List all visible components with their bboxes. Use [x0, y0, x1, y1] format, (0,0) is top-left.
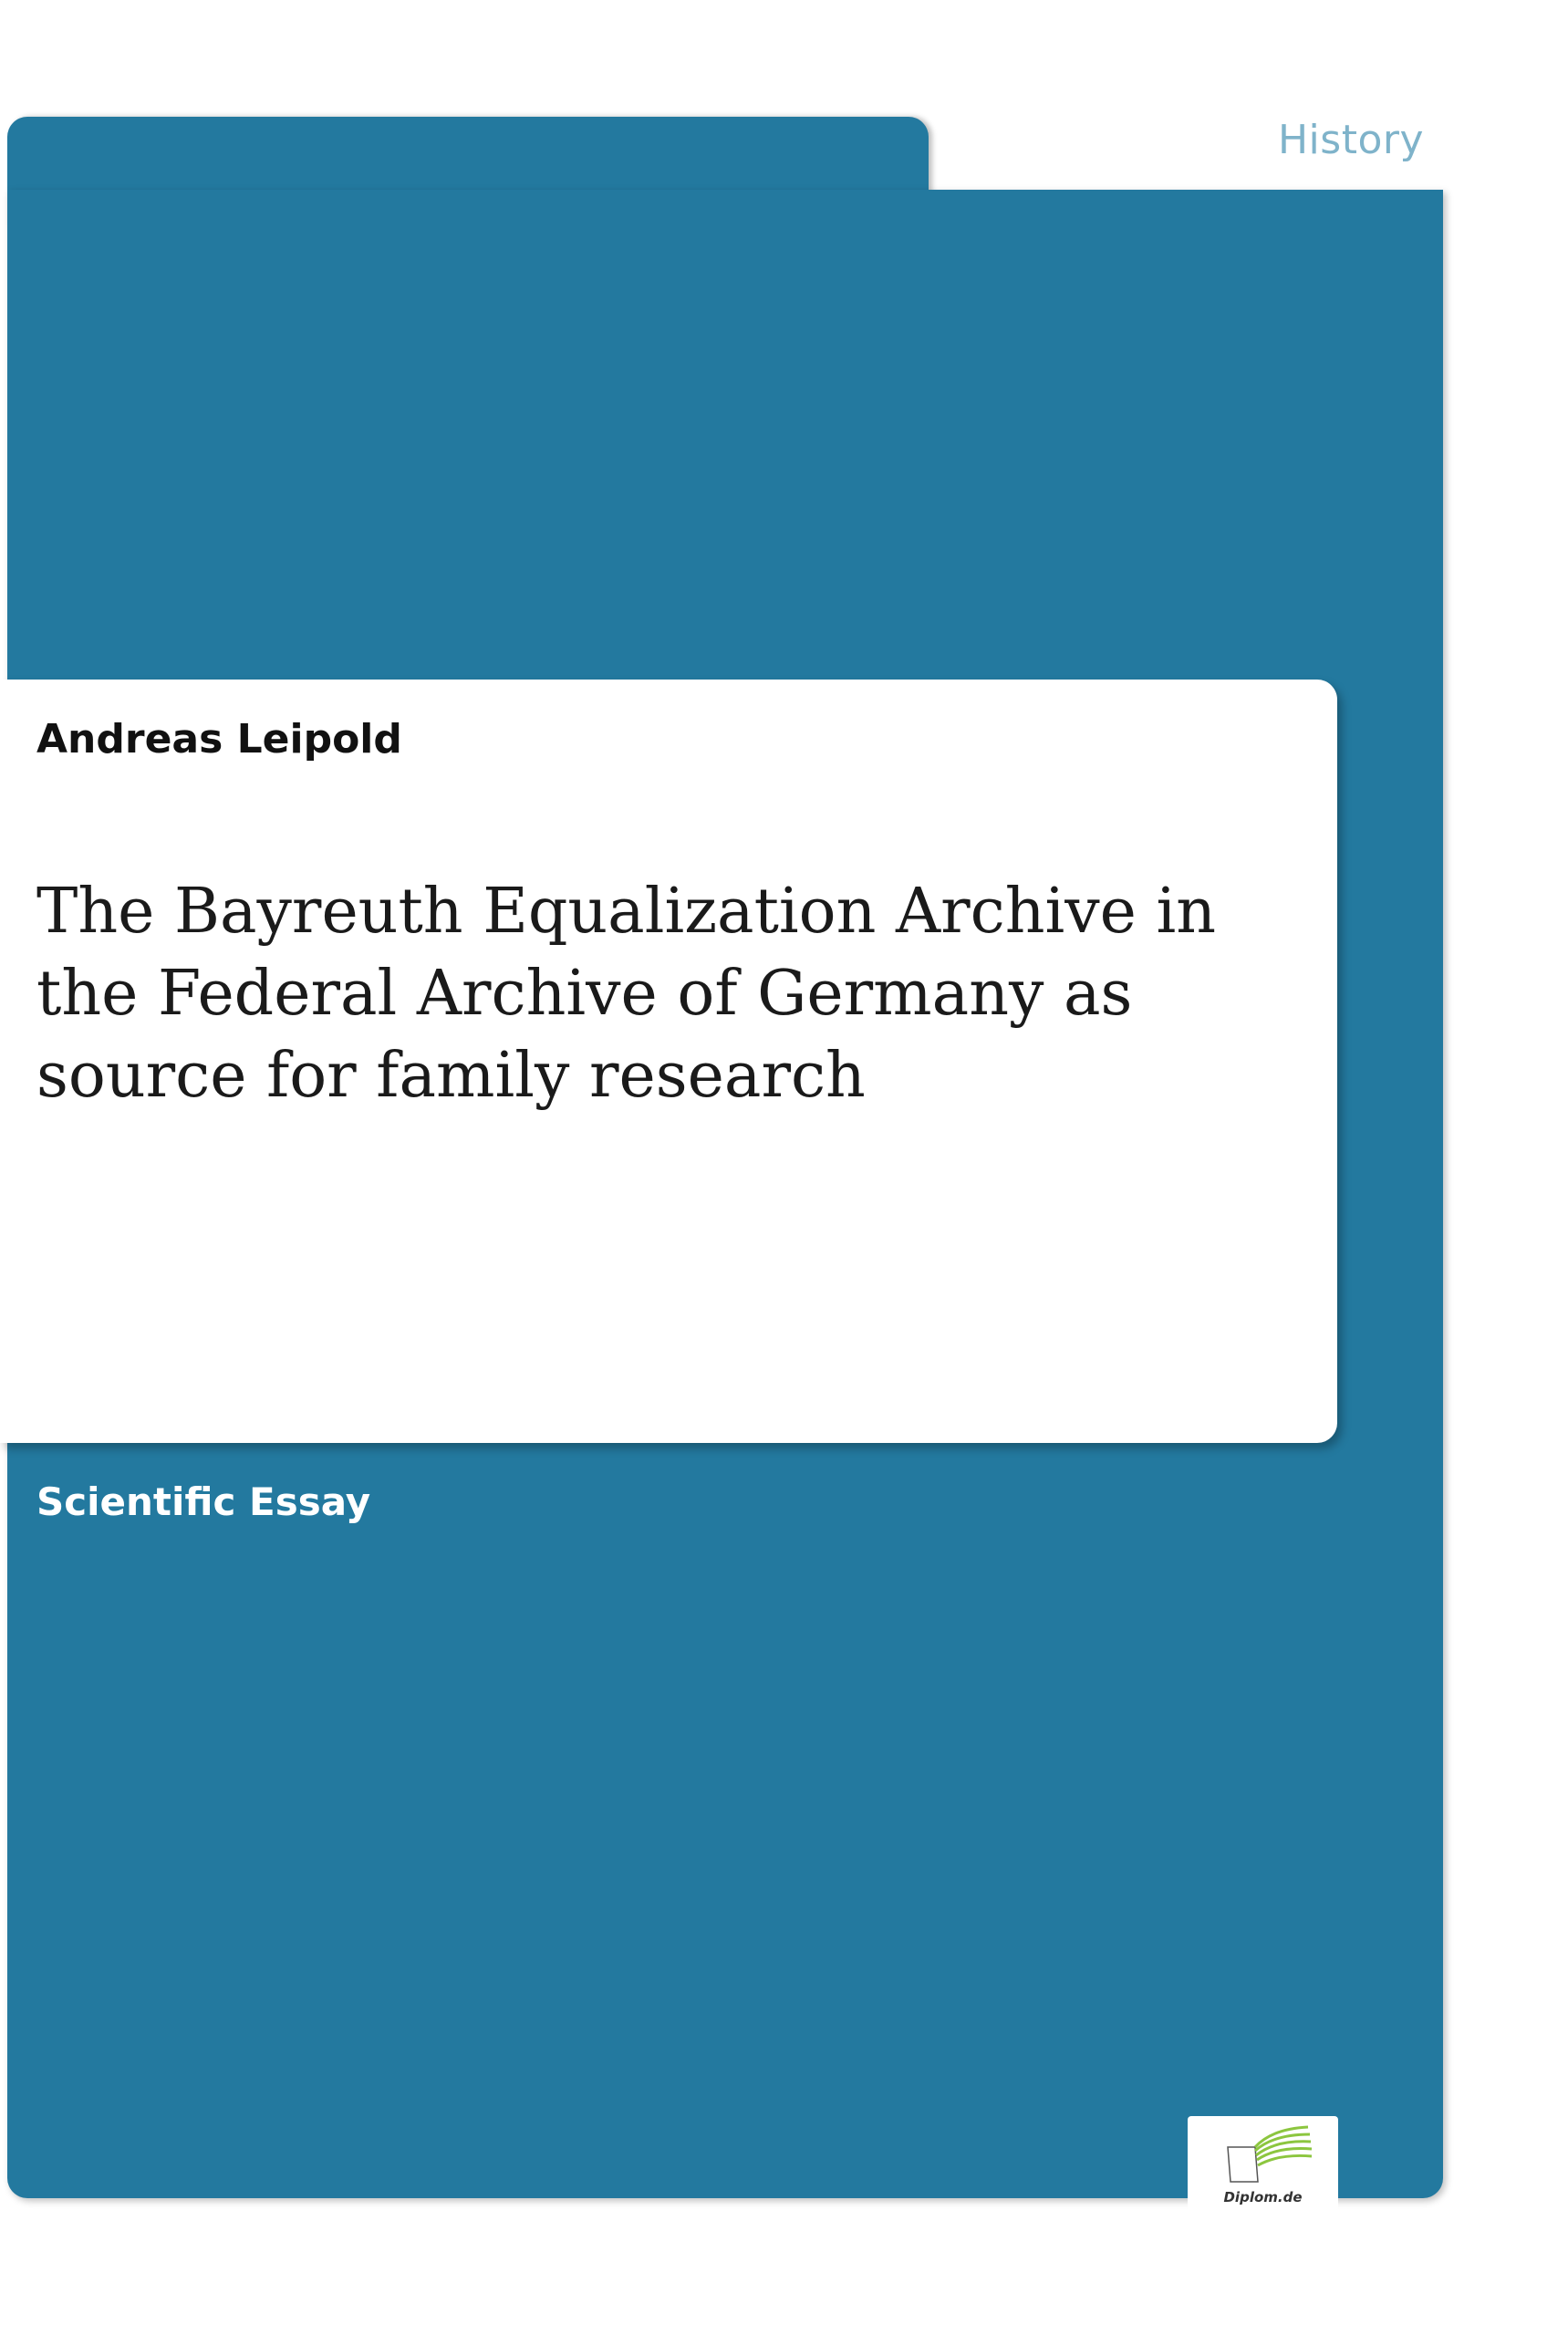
book-title: The Bayreuth Equalization Archive in the Federal Archive of Germany as source for family research — [36, 876, 1217, 1112]
author-name: Andreas Leipold — [36, 716, 402, 763]
publisher-name: Diplom.de — [1223, 2189, 1303, 2205]
publisher-logo-box — [1188, 2116, 1338, 2218]
open-book-logo-icon — [1208, 2122, 1317, 2185]
category-label: History — [1277, 117, 1424, 163]
document-type-label: Scientific Essay — [36, 1479, 371, 1524]
